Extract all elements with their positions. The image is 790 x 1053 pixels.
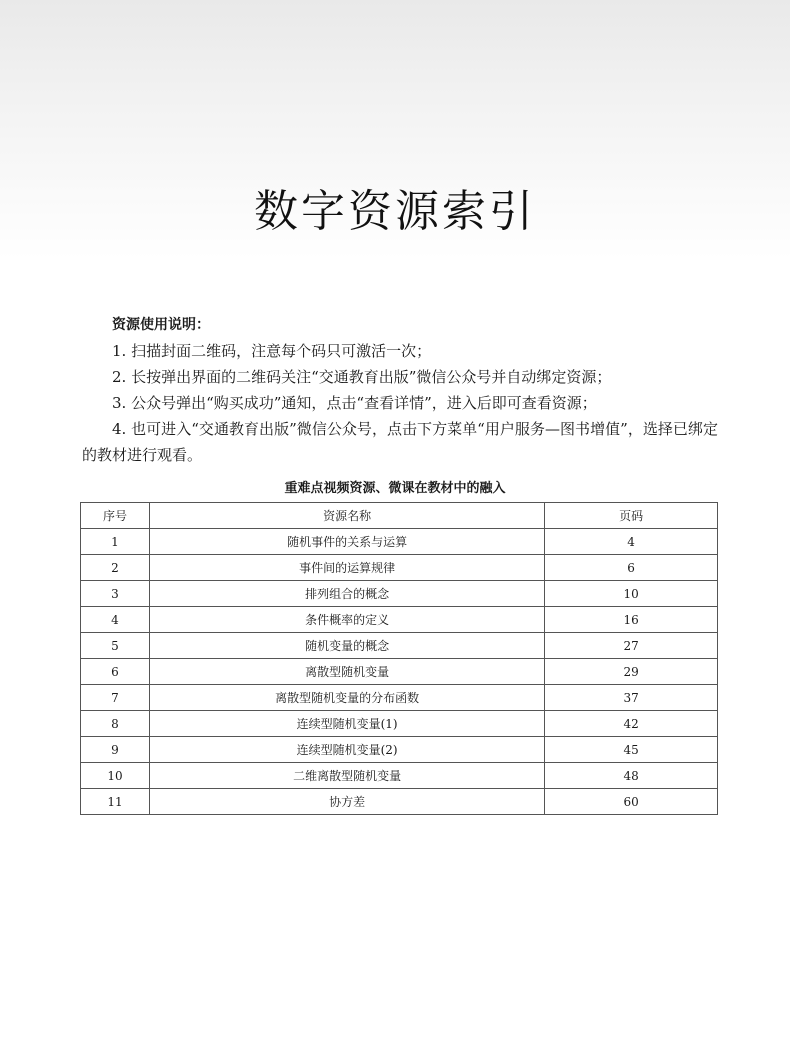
header-page: 页码 bbox=[545, 503, 718, 529]
instruction-step-1: 1. 扫描封面二维码，注意每个码只可激活一次； bbox=[112, 342, 432, 360]
row-resource-name: 排列组合的概念 bbox=[149, 581, 544, 607]
row-page: 16 bbox=[545, 607, 718, 633]
row-resource-name: 连续型随机变量(1) bbox=[149, 711, 544, 737]
row-resource-name: 离散型随机变量的分布函数 bbox=[149, 685, 544, 711]
table-row bbox=[81, 555, 718, 581]
row-index: 6 bbox=[81, 659, 150, 685]
row-resource-name: 条件概率的定义 bbox=[149, 607, 544, 633]
instruction-step-2: 2. 长按弹出界面的二维码关注“交通教育出版”微信公众号并自动绑定资源； bbox=[112, 368, 612, 386]
row-page: 37 bbox=[545, 685, 718, 711]
instruction-step-4: 4. 也可进入“交通教育出版”微信公众号，点击下方菜单“用户服务—图书增值”，选择已绑定的教材进行观看。 bbox=[82, 420, 718, 464]
instructions-heading: 资源使用说明： bbox=[112, 317, 210, 333]
row-page: 10 bbox=[545, 581, 718, 607]
row-index: 10 bbox=[81, 763, 150, 789]
table-caption: 重难点视频资源、微课在教材中的融入 bbox=[284, 481, 506, 496]
table-row bbox=[81, 737, 718, 763]
table-row bbox=[81, 789, 718, 815]
table-header-row bbox=[81, 503, 718, 529]
row-index: 5 bbox=[81, 633, 150, 659]
header-index: 序号 bbox=[81, 503, 150, 529]
table-row bbox=[81, 711, 718, 737]
row-resource-name: 事件间的运算规律 bbox=[149, 555, 544, 581]
table-row bbox=[81, 763, 718, 789]
row-page: 27 bbox=[545, 633, 718, 659]
usage-instructions bbox=[82, 312, 718, 468]
row-page: 45 bbox=[545, 737, 718, 763]
row-page: 42 bbox=[545, 711, 718, 737]
row-resource-name: 随机事件的关系与运算 bbox=[149, 529, 544, 555]
table-row bbox=[81, 607, 718, 633]
row-page: 48 bbox=[545, 763, 718, 789]
row-index: 4 bbox=[81, 607, 150, 633]
row-index: 9 bbox=[81, 737, 150, 763]
row-index: 7 bbox=[81, 685, 150, 711]
table-row bbox=[81, 581, 718, 607]
row-index: 1 bbox=[81, 529, 150, 555]
header-resource-name: 资源名称 bbox=[149, 503, 544, 529]
row-index: 11 bbox=[81, 789, 150, 815]
row-page: 6 bbox=[545, 555, 718, 581]
row-index: 8 bbox=[81, 711, 150, 737]
row-resource-name: 离散型随机变量 bbox=[149, 659, 544, 685]
row-page: 60 bbox=[545, 789, 718, 815]
resource-table bbox=[80, 502, 718, 815]
row-index: 2 bbox=[81, 555, 150, 581]
row-page: 4 bbox=[545, 529, 718, 555]
row-resource-name: 二维离散型随机变量 bbox=[149, 763, 544, 789]
row-page: 29 bbox=[545, 659, 718, 685]
table-row bbox=[81, 685, 718, 711]
row-resource-name: 随机变量的概念 bbox=[149, 633, 544, 659]
table-row bbox=[81, 633, 718, 659]
row-resource-name: 连续型随机变量(2) bbox=[149, 737, 544, 763]
instruction-step-3: 3. 公众号弹出“购买成功”通知，点击“查看详情”，进入后即可查看资源； bbox=[112, 394, 597, 412]
row-resource-name: 协方差 bbox=[149, 789, 544, 815]
table-row bbox=[81, 659, 718, 685]
page-title: 数字资源索引 bbox=[254, 186, 536, 237]
table-row bbox=[81, 529, 718, 555]
row-index: 3 bbox=[81, 581, 150, 607]
